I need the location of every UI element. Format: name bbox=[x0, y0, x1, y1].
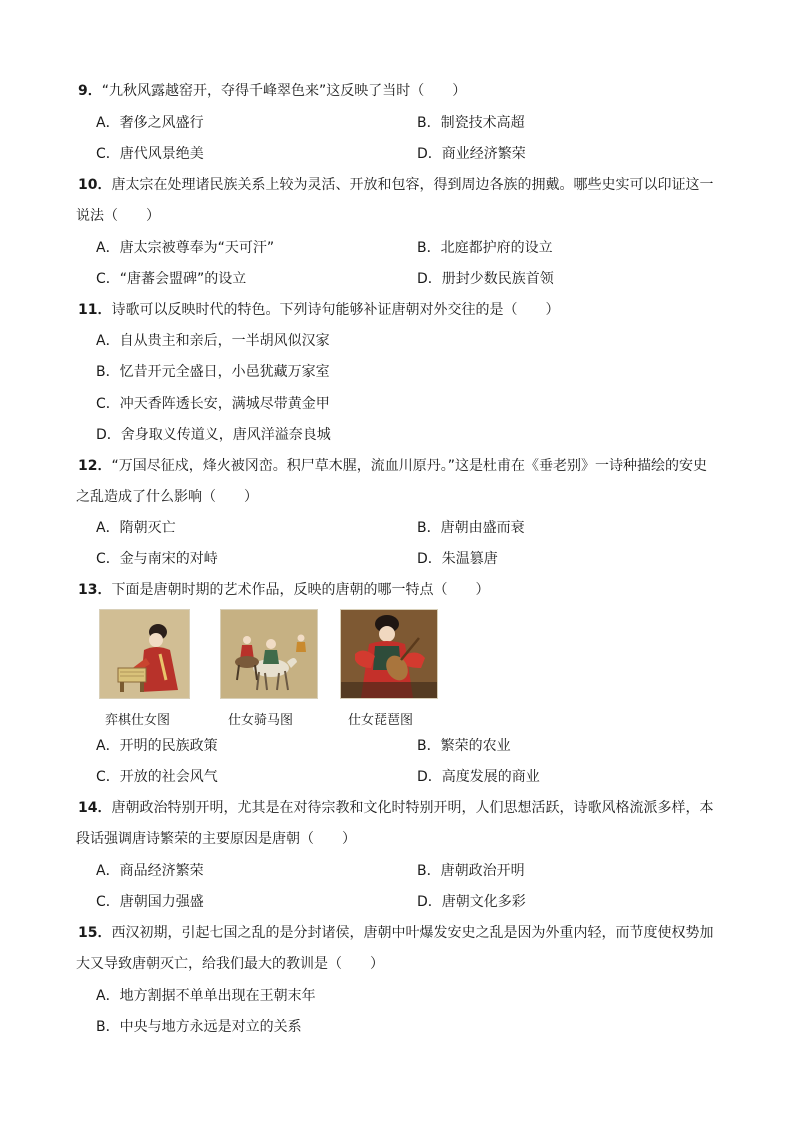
question-text: 诗歌可以反映时代的特色。下列诗句能够补证唐朝对外交往的是（ ） bbox=[111, 302, 560, 318]
question-13-option-c: C．开放的社会风气 bbox=[96, 769, 218, 785]
painting-caption-2: 仕女骑马图 bbox=[228, 713, 294, 728]
question-number: 13． bbox=[78, 582, 112, 598]
question-13-option-a: A．开明的民族政策 bbox=[96, 738, 218, 754]
question-15-option-b: B．中央与地方永远是对立的关系 bbox=[96, 1019, 302, 1035]
question-12-stem bbox=[78, 457, 707, 475]
question-15-stem bbox=[78, 924, 713, 942]
question-11-option-a: A．自从贵主和亲后，一半胡风似汉家 bbox=[96, 333, 330, 349]
painting-woman-playing-weiqi-image bbox=[99, 609, 190, 699]
question-11-option-b: B．忆昔开元全盛日，小邑犹藏万家室 bbox=[96, 364, 330, 380]
question-14-option-a: A．商品经济繁荣 bbox=[96, 863, 204, 879]
question-11-option-c: C．冲天香阵透长安，满城尽带黄金甲 bbox=[96, 396, 330, 412]
question-10-option-d: D．册封少数民族首领 bbox=[417, 271, 554, 287]
painting-women-on-horseback-icon bbox=[221, 610, 317, 698]
question-10-option-a: A．唐太宗被尊奉为“天可汗” bbox=[96, 240, 275, 256]
question-12-option-d: D．朱温篡唐 bbox=[417, 551, 498, 567]
question-10-option-b: B．北庭都护府的设立 bbox=[417, 240, 553, 256]
question-text: 下面是唐朝时期的艺术作品，反映的唐朝的哪一特点（ ） bbox=[111, 582, 490, 598]
question-11-stem bbox=[78, 301, 559, 319]
question-number: 10． bbox=[78, 177, 112, 193]
question-text: 西汉初期，引起七国之乱的是分封诸侯，唐朝中叶爆发安史之乱是因为外重内轻，而节度使权势加 bbox=[111, 925, 714, 941]
question-13-stem bbox=[78, 581, 489, 599]
question-14-option-b: B．唐朝政治开明 bbox=[417, 863, 525, 879]
painting-women-on-horseback-image bbox=[220, 609, 318, 699]
question-number: 11． bbox=[78, 302, 112, 318]
question-text: “九秋风露越窑开，夺得千峰翠色来”这反映了当时（ ） bbox=[101, 83, 467, 99]
question-12-option-a: A．隋朝灭亡 bbox=[96, 520, 176, 536]
painting-woman-playing-pipa-image bbox=[340, 609, 438, 699]
question-13-option-d: D．高度发展的商业 bbox=[417, 769, 540, 785]
question-9-option-c: C．唐代风景绝美 bbox=[96, 146, 204, 162]
question-9-option-a: A．奢侈之风盛行 bbox=[96, 115, 204, 131]
question-text: 唐太宗在处理诸民族关系上较为灵活、开放和包容，得到周边各族的拥戴。哪些史实可以印证这一 bbox=[111, 177, 714, 193]
question-number: 15． bbox=[78, 925, 112, 941]
question-12-option-b: B．唐朝由盛而衰 bbox=[417, 520, 525, 536]
question-number: 9． bbox=[78, 83, 102, 99]
question-10-stem-cont: 说法（ ） bbox=[76, 208, 160, 224]
painting-caption-3: 仕女琵琶图 bbox=[348, 713, 414, 728]
question-13-option-b: B．繁荣的农业 bbox=[417, 738, 511, 754]
question-9-stem bbox=[78, 82, 466, 100]
question-number: 14． bbox=[78, 800, 112, 816]
question-12-option-c: C．金与南宋的对峙 bbox=[96, 551, 218, 567]
question-14-option-d: D．唐朝文化多彩 bbox=[417, 894, 526, 910]
painting-caption-1: 弈棋仕女图 bbox=[105, 713, 171, 728]
question-text: “万国尽征戍，烽火被冈峦。积尸草木腥，流血川原丹。”这是杜甫在《垂老别》一诗种描绘的安史 bbox=[111, 458, 707, 474]
question-11-option-d: D．舍身取义传道义，唐风洋溢奈良城 bbox=[96, 427, 331, 443]
question-9-option-b: B．制瓷技术高超 bbox=[417, 115, 525, 131]
question-15-option-a: A．地方割据不单单出现在王朝末年 bbox=[96, 988, 316, 1004]
question-9-option-d: D．商业经济繁荣 bbox=[417, 146, 526, 162]
question-14-option-c: C．唐朝国力强盛 bbox=[96, 894, 204, 910]
painting-woman-playing-pipa-icon bbox=[341, 610, 437, 698]
question-number: 12． bbox=[78, 458, 112, 474]
question-10-stem bbox=[78, 176, 713, 194]
question-14-stem-cont: 段话强调唐诗繁荣的主要原因是唐朝（ ） bbox=[76, 831, 356, 847]
question-10-option-c: C．“唐蕃会盟碑”的设立 bbox=[96, 271, 247, 287]
painting-woman-playing-weiqi-icon bbox=[100, 610, 189, 698]
question-12-stem-cont: 之乱造成了什么影响（ ） bbox=[76, 489, 258, 505]
question-text: 唐朝政治特别开明，尤其是在对待宗教和文化时特别开明，人们思想活跃，诗歌风格流派多样，本 bbox=[111, 800, 714, 816]
question-14-stem bbox=[78, 799, 713, 817]
question-15-stem-cont: 大又导致唐朝灭亡，给我们最大的教训是（ ） bbox=[76, 956, 384, 972]
